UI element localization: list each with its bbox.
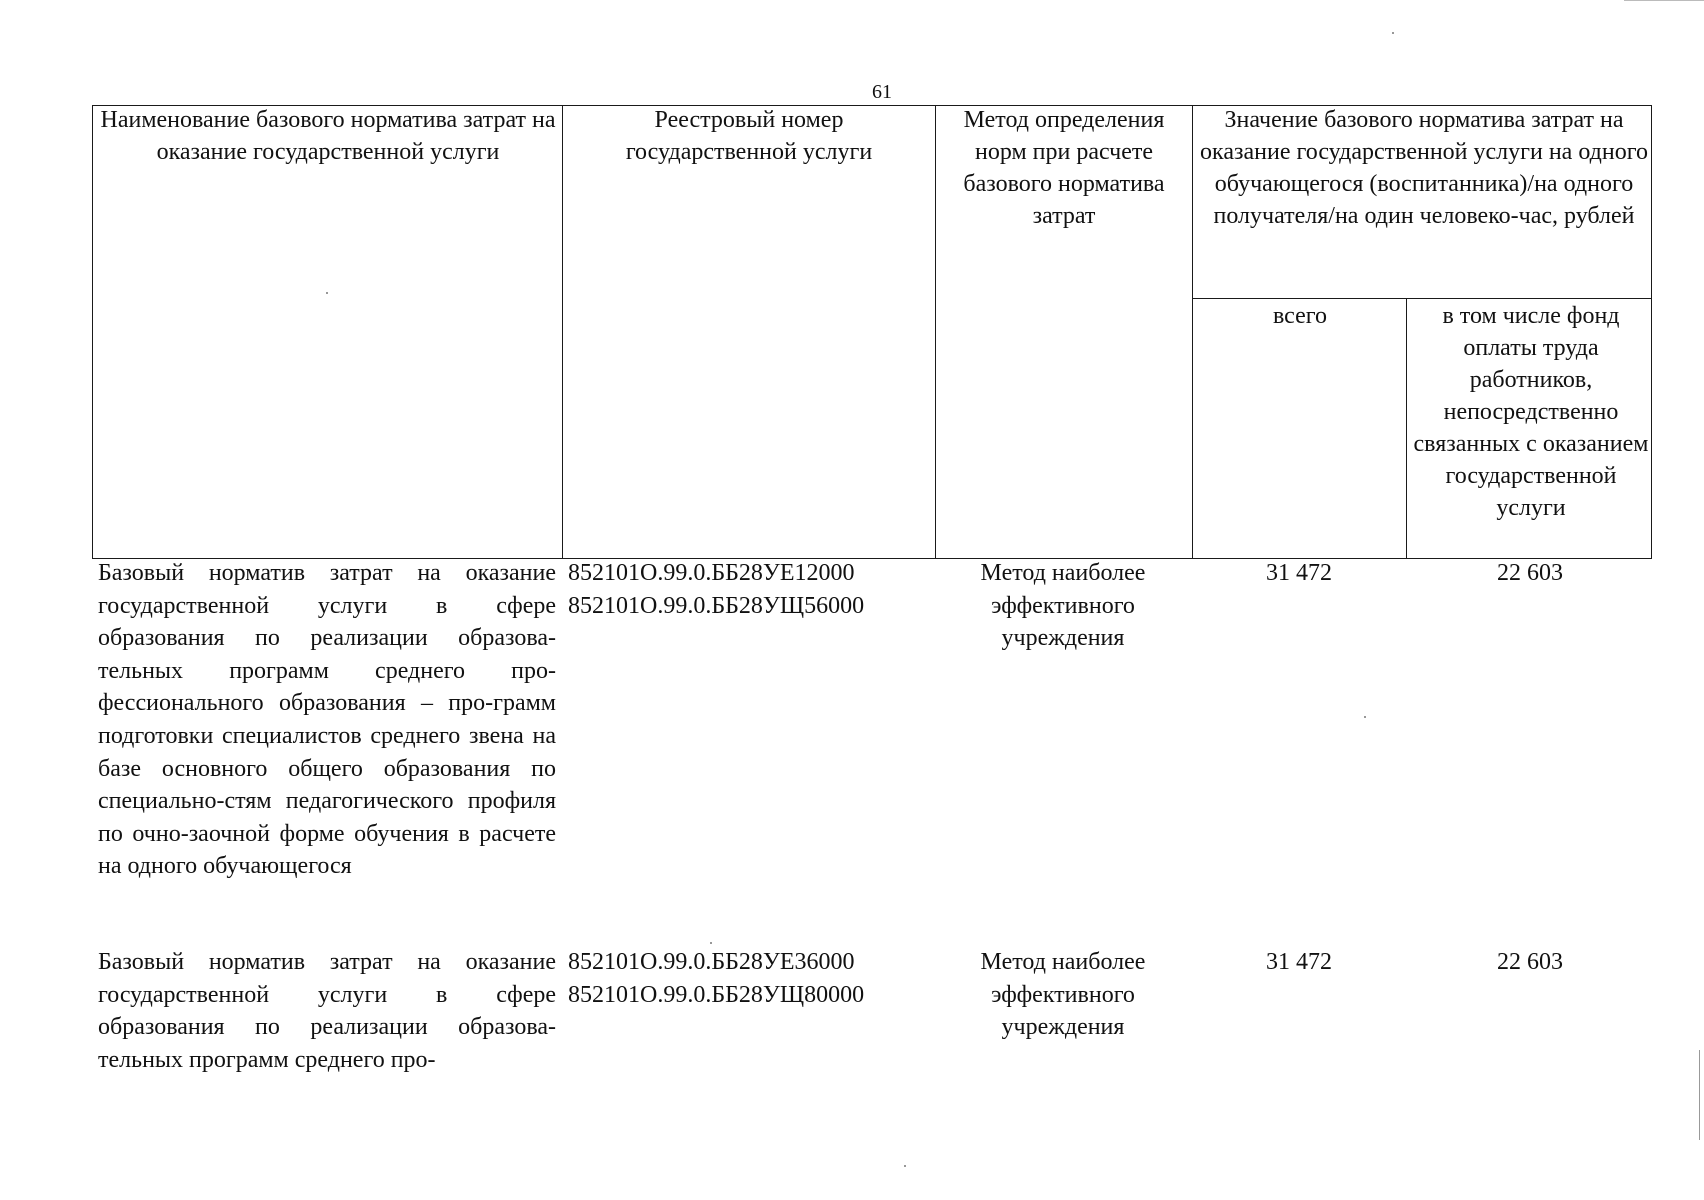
header-method: Метод определения норм при расчете базового норматива затрат xyxy=(963,107,1165,229)
scan-speck xyxy=(710,942,712,944)
row-payroll: 22 603 xyxy=(1497,560,1563,586)
registry-number: 852101О.99.0.ББ28УЩ56000 xyxy=(568,592,865,619)
header-total: всего xyxy=(1272,303,1328,329)
column-divider xyxy=(562,106,563,558)
row-name: Базовый норматив затрат на оказание государственной услуги в сфере образования по реализации образова-тельных программ среднего про-фессионального образования – про-грамм подготовки специалистов среднего звена на базе основного общего образования по специально-стям педагогического профиля по очно-заочной форме обучения в расчете на одного обучающегося xyxy=(98,560,556,880)
registry-number: 852101О.99.0.ББ28УЕ36000 xyxy=(568,949,855,975)
registry-number: 852101О.99.0.ББ28УЕ12000 xyxy=(568,560,855,586)
row-registry xyxy=(568,946,940,1011)
row-method: Метод наиболее эффективного учреждения xyxy=(980,560,1146,652)
scan-speck xyxy=(1364,716,1366,718)
subheader-divider xyxy=(1192,298,1651,299)
row-method: Метод наиболее эффективного учреждения xyxy=(980,949,1146,1041)
column-divider xyxy=(935,106,936,558)
header-payroll: в том числе фонд оплаты труда работников, непосредственно связанных с оказанием государственной услуги xyxy=(1413,303,1649,521)
scan-edge-mark xyxy=(1699,1050,1700,1140)
scan-edge-mark xyxy=(1624,0,1704,1)
column-divider xyxy=(1406,298,1407,558)
row-total: 31 472 xyxy=(1266,949,1332,975)
registry-number: 852101О.99.0.ББ28УЩ80000 xyxy=(568,981,865,1008)
row-payroll: 22 603 xyxy=(1497,949,1563,975)
row-total: 31 472 xyxy=(1266,560,1332,586)
scan-speck xyxy=(1392,32,1394,34)
header-name: Наименование базового норматива затрат на оказание государственной услуги xyxy=(100,107,556,165)
table-header xyxy=(92,105,1652,559)
page-number: 61 xyxy=(872,81,892,103)
scan-speck xyxy=(904,1165,906,1167)
header-registry: Реестровый номер государственной услуги xyxy=(625,107,873,165)
column-divider xyxy=(1192,106,1193,558)
header-value: Значение базового норматива затрат на оказание государственной услуги на одного обучающегося (воспитанника)/на одного получателя/на один человеко-час, рублей xyxy=(1200,107,1648,229)
row-name: Базовый норматив затрат на оказание государственной услуги в сфере образования по реализации образова-тельных программ среднего про- xyxy=(98,949,556,1073)
row-registry xyxy=(568,557,940,622)
